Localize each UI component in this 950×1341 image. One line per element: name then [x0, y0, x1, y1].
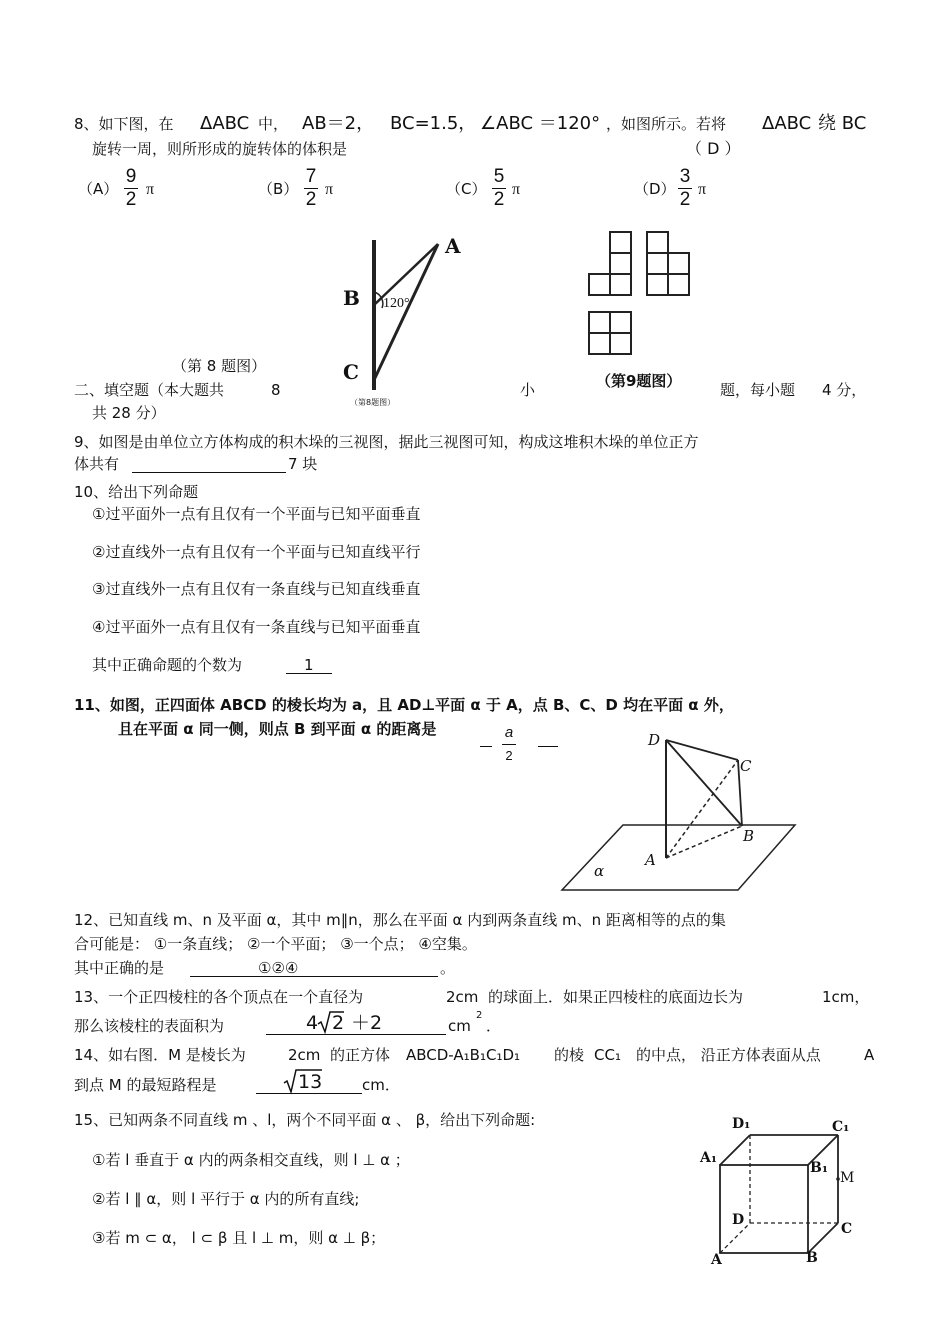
- q15-fig-label-b1: B₁: [810, 1160, 828, 1176]
- q12-end: 。: [440, 959, 456, 977]
- q13-answer-radicand: 2: [332, 1012, 345, 1034]
- q9-line2: 体共有: [74, 455, 120, 473]
- q15-item-3: ③若 m ⊂ α， l ⊂ β 且 l ⊥ m，则 α ⊥ β；: [92, 1229, 386, 1247]
- q11-answer-fraction: a 2: [502, 722, 516, 767]
- q13-unit: cm: [448, 1017, 471, 1035]
- q14-line2: 到点 M 的最短路程是: [74, 1076, 217, 1094]
- section2-num: 8: [271, 381, 281, 399]
- section2-part2: 小: [520, 381, 536, 399]
- q8-option-b-fraction: 7 2: [305, 166, 317, 210]
- q12-line2: 合可能是： ①一条直线； ②一个平面； ③一个点； ④空集。: [74, 935, 477, 953]
- q8-line2: 旋转一周，则所形成的旋转体的体积是: [92, 140, 348, 158]
- q9-three-view-figure: [586, 230, 696, 356]
- q10-title: 10、给出下列命题: [74, 483, 199, 501]
- q13-side: 1cm，: [822, 988, 870, 1006]
- q8-triangle-2: ΔABC: [762, 113, 812, 134]
- q9-fig-caption: （第9题图）: [596, 372, 682, 390]
- q8-option-b-pi: π: [325, 181, 334, 198]
- q15-fig-label-a1: A₁: [700, 1150, 717, 1166]
- q11-line2: 且在平面 α 同一侧，则点 B 到平面 α 的距离是: [118, 720, 437, 738]
- section2-score: 4 分，: [822, 381, 867, 399]
- q13-line2: 那么该棱柱的表面积为: [74, 1017, 225, 1035]
- q8-fig-label-a: A: [445, 234, 461, 258]
- q15-fig-label-b: B: [806, 1250, 818, 1266]
- q13-answer-coef: 4: [306, 1012, 319, 1034]
- section2-line2: 共 28 分）: [92, 404, 166, 422]
- q15-fig-label-m: M: [840, 1170, 855, 1186]
- q8-option-a-pi: π: [146, 181, 155, 198]
- q9-answer-blank[interactable]: [132, 472, 286, 473]
- q10-item-4: ④过平面外一点有且仅有一条直线与已知平面垂直: [92, 618, 421, 636]
- q8-mid: 中，: [258, 115, 289, 133]
- q14-cube-figure: [700, 1120, 860, 1270]
- q8-option-c-pi: π: [512, 181, 521, 198]
- q13-line1b: 的球面上．如果正四棱柱的底面边长为: [488, 988, 744, 1006]
- q8-option-c-label: （C）: [446, 180, 487, 198]
- q14-edge: CC₁: [594, 1046, 621, 1064]
- q15-item-1: ①若 l 垂直于 α 内的两条相交直线，则 l ⊥ α ；: [92, 1151, 410, 1169]
- q10-item-3: ③过直线外一点有且仅有一条直线与已知直线垂直: [92, 580, 421, 598]
- q9-answer: 7 块: [288, 455, 318, 473]
- q8-after: ，如图所示。若将: [606, 115, 727, 133]
- q8-bc: BC=1.5，: [390, 113, 477, 134]
- q10-answer: 1: [304, 656, 314, 674]
- q14-unit: cm．: [362, 1076, 400, 1094]
- q8-option-a-fraction: 9 2: [125, 166, 137, 210]
- q8-fig-caption: （第 8 题图）: [172, 357, 267, 375]
- q13-line1a: 13、一个正四棱柱的各个顶点在一个直径为: [74, 988, 364, 1006]
- q11-blank-right[interactable]: [538, 746, 558, 747]
- q10-item-2: ②过直线外一点有且仅有一个平面与已知直线平行: [92, 543, 421, 561]
- q9-line1: 9、如图是由单位立方体构成的积木垛的三视图，据此三视图可知，构成这堆积木垛的单位正方: [74, 433, 699, 451]
- q8-option-c-fraction: 5 2: [493, 166, 505, 210]
- q14-length: 2cm: [288, 1046, 321, 1064]
- q15-fig-label-a: A: [711, 1252, 722, 1268]
- q11-blank-left[interactable]: [480, 746, 492, 747]
- q8-fig-angle: 120°: [383, 296, 410, 311]
- q14-line1b: 的正方体: [330, 1046, 391, 1064]
- section2-part3: 题，每小题: [720, 381, 796, 399]
- q8-fig-label-c: C: [343, 360, 359, 384]
- q11-fig-label-b: B: [743, 827, 755, 845]
- q12-answer-blank[interactable]: [190, 976, 438, 977]
- q8-ab: AB＝2，: [302, 113, 375, 134]
- q8-answer: （ D ）: [686, 139, 741, 158]
- q8-option-a-label: （A）: [78, 180, 119, 198]
- q11-fig-label-alpha: α: [594, 862, 605, 880]
- q8-fig-small-caption: （第8题图）: [350, 398, 396, 407]
- q8-angle: ∠ABC ＝120°: [480, 113, 601, 134]
- q10-conclusion: 其中正确命题的个数为: [92, 656, 243, 674]
- q8-option-b-label: （B）: [258, 180, 299, 198]
- q14-point-a: A: [864, 1046, 875, 1064]
- q8-option-d-fraction: 3 2: [679, 166, 691, 210]
- q14-line1a: 14、如右图．M 是棱长为: [74, 1046, 246, 1064]
- q14-line1c: 的棱: [554, 1046, 585, 1064]
- q14-cube: ABCD-A₁B₁C₁D₁: [406, 1046, 521, 1064]
- q8-option-d-label: （D）: [634, 180, 676, 198]
- q13-unit-sup: 2: [476, 1010, 483, 1021]
- q15-fig-label-d: D: [732, 1212, 745, 1228]
- q13-end: ．: [486, 1017, 502, 1035]
- q8-triangle-1: ΔABC: [200, 113, 250, 134]
- q14-line1d: 的中点， 沿正方体表面从点: [636, 1046, 821, 1064]
- q14-answer-radicand: 13: [298, 1071, 323, 1093]
- q15-fig-label-c1: C₁: [832, 1119, 850, 1135]
- q12-line3: 其中正确的是: [74, 959, 165, 977]
- q11-fig-label-d: D: [648, 731, 661, 749]
- q10-item-1: ①过平面外一点有且仅有一个平面与已知平面垂直: [92, 505, 421, 523]
- q15-fig-label-c: C: [841, 1221, 853, 1237]
- q12-line1: 12、已知直线 m、n 及平面 α，其中 m∥n，那么在平面 α 内到两条直线 m、n 距离相等的点的集: [74, 911, 726, 929]
- q15-item-2: ②若 l ∥ α，则 l 平行于 α 内的所有直线;: [92, 1190, 360, 1208]
- q8-rotate: 绕 BC: [818, 113, 867, 134]
- q15-fig-label-d1: D₁: [732, 1116, 751, 1132]
- q8-fig-label-b: B: [343, 286, 360, 310]
- q11-fig-label-a: A: [645, 851, 656, 869]
- q13-diameter: 2cm: [446, 988, 479, 1006]
- q12-answer: ①②④: [258, 959, 299, 977]
- q11-line1: 11、如图，正四面体 ABCD 的棱长均为 a，且 AD⊥平面 α 于 A，点 B、C、D 均在平面 α 外，: [74, 696, 734, 714]
- q8-option-d-pi: π: [698, 181, 707, 198]
- section2-part1: 二、填空题（本大题共: [74, 381, 225, 399]
- q15-line1: 15、已知两条不同直线 m 、l，两个不同平面 α 、 β，给出下列命题:: [74, 1111, 536, 1129]
- q13-answer-tail: ＋2: [351, 1012, 383, 1034]
- q8-line1: 8、如下图，在: [74, 115, 174, 133]
- q11-fig-label-c: C: [740, 757, 752, 775]
